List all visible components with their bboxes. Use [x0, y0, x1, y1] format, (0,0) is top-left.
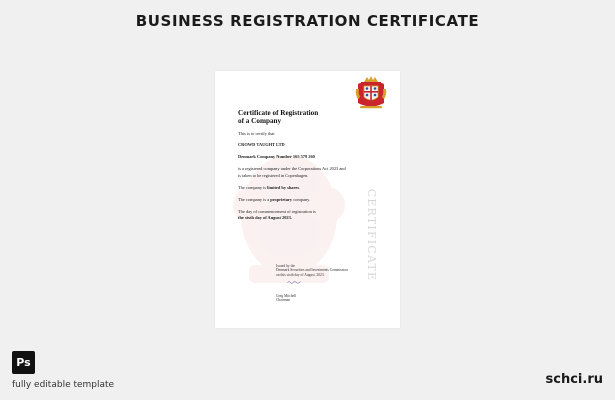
- company-number-text: Denmark Company Number 165 579 260: [238, 154, 315, 159]
- limited-prefix: The company is: [238, 185, 267, 190]
- proprietary-suffix: company.: [293, 197, 311, 202]
- registered-line2: is taken to be registered in Copenhagen.: [238, 173, 309, 178]
- issued-block: [276, 264, 386, 277]
- signer-title: Chairman: [276, 298, 291, 303]
- limited-statement: [238, 185, 388, 190]
- proprietary-bold: proprietary: [270, 197, 293, 202]
- certificate-title-line1: Certificate of Registration: [238, 109, 319, 117]
- issued-line1: Issued by the: [276, 264, 295, 268]
- coat-of-arms-icon: [355, 75, 387, 111]
- issued-line3: on this sixth day of August, 2023.: [276, 272, 325, 277]
- issued-line2: Denmark Securities and Investments Commission: [276, 268, 348, 273]
- company-name: [238, 142, 388, 147]
- certify-intro: This is to certify that: [238, 131, 275, 136]
- registered-line1: is a registered company under the Corporations Act 2023 and: [238, 166, 346, 171]
- commencement-date: [238, 215, 388, 220]
- signer-block: [276, 294, 336, 303]
- limited-suffix: .: [299, 185, 301, 190]
- commencement-line1: The day of commencement of registration is: [238, 209, 316, 214]
- proprietary-statement: [238, 197, 388, 202]
- side-watermark-text: CERTIFICATE: [365, 188, 378, 282]
- limited-bold: limited by shares: [267, 185, 300, 190]
- signer-name: Greg Mitchell: [276, 294, 297, 298]
- company-name-text: CROWD TAUGHT LTD: [238, 142, 285, 147]
- page-title: BUSINESS REGISTRATION CERTIFICATE: [135, 12, 480, 30]
- certificate-sheet: [215, 71, 400, 328]
- commencement-date-text: the sixth day of August 2023.: [238, 215, 292, 220]
- brand-name: schci.ru: [545, 372, 603, 387]
- proprietary-prefix: The company is a: [238, 197, 270, 202]
- certificate-title: [238, 109, 338, 125]
- photoshop-icon: Ps: [12, 351, 35, 374]
- template-note: fully editable template: [12, 380, 115, 390]
- company-number: [238, 154, 388, 159]
- certificate-title-line2: of a Company: [238, 117, 282, 125]
- signature-icon: [287, 280, 301, 284]
